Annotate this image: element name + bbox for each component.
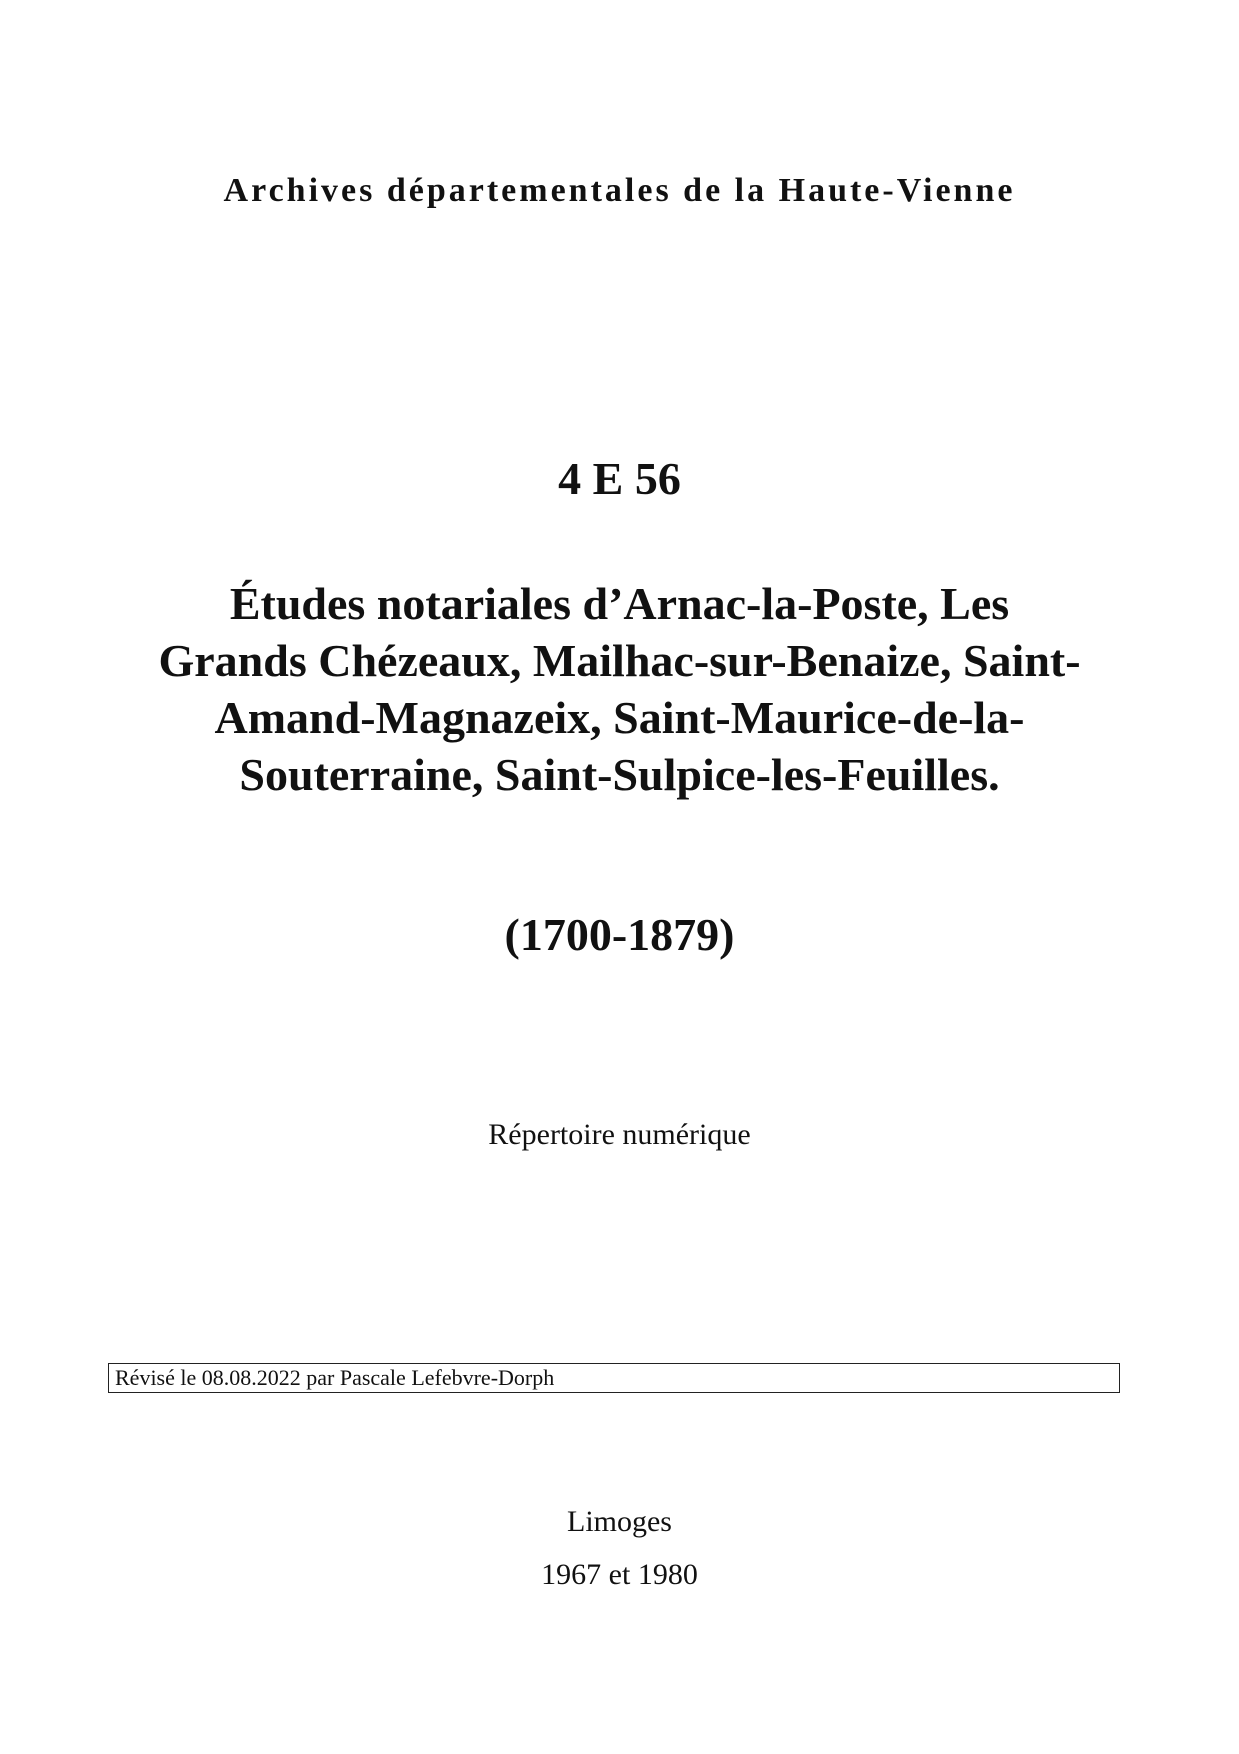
fonds-title <box>110 575 1129 803</box>
imprint-city: Limoges <box>567 1505 672 1538</box>
fonds-code: 4 E 56 <box>558 453 681 504</box>
fonds-title-line: Grands Chézeaux, Mailhac-sur-Benaize, Saint- <box>158 635 1081 686</box>
fonds-title-line: Amand-Magnazeix, Saint-Maurice-de-la- <box>214 692 1025 743</box>
institution-header: Archives départementales de la Haute-Vienne <box>223 172 1016 209</box>
revision-note: Révisé le 08.08.2022 par Pascale Lefebvre-Dorph <box>108 1363 1120 1393</box>
imprint-years: 1967 et 1980 <box>541 1558 698 1591</box>
document-type: Répertoire numérique <box>488 1118 751 1151</box>
fonds-title-line: Études notariales d’Arnac-la-Poste, Les <box>229 578 1010 629</box>
fonds-title-line: Souterraine, Saint-Sulpice-les-Feuilles. <box>239 749 1000 800</box>
fonds-dates: (1700-1879) <box>504 909 735 960</box>
